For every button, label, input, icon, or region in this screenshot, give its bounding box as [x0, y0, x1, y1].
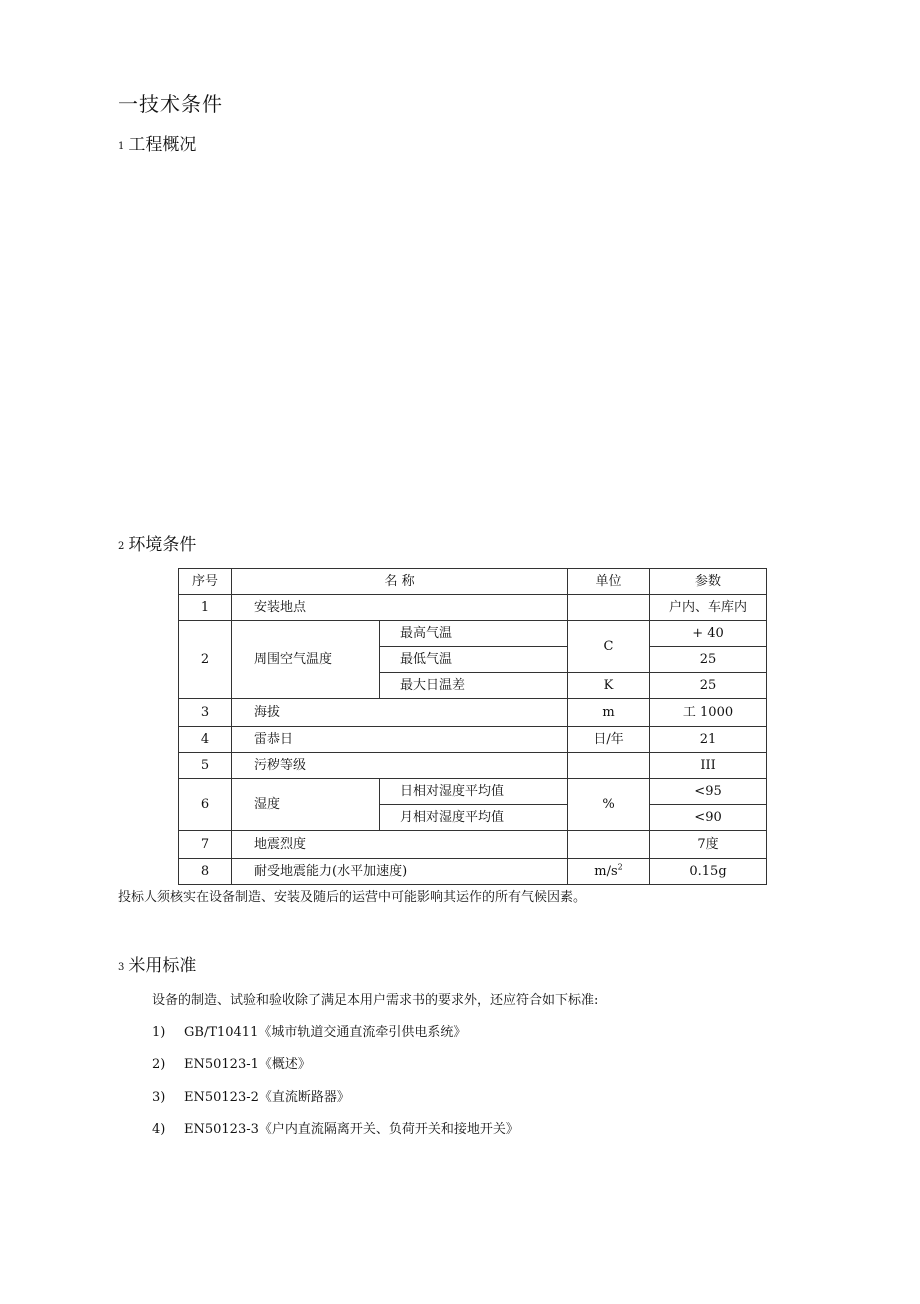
cell-param: 0.15g — [650, 859, 767, 885]
cell-name: 海拔 — [232, 699, 568, 727]
table-row — [179, 699, 767, 727]
header-seq: 序号 — [179, 569, 232, 595]
section-title: 工程概况 — [128, 135, 197, 155]
section-title: 米用标准 — [128, 956, 197, 976]
header-param: 参数 — [650, 569, 767, 595]
section-title: 环境条件 — [128, 535, 197, 555]
list-item — [152, 1118, 519, 1137]
unit-text: m/s — [594, 864, 618, 879]
page-title: 一技术条件 — [118, 92, 223, 116]
cell-param: 21 — [650, 727, 767, 753]
cell-param: III — [650, 753, 767, 779]
cell-seq: 8 — [179, 859, 232, 885]
cell-seq: 4 — [179, 727, 232, 753]
cell-subname: 最低气温 — [380, 647, 568, 673]
cell-seq: 3 — [179, 699, 232, 727]
cell-unit — [568, 831, 650, 859]
standards-intro: 设备的制造、试验和验收除了满足本用户需求书的要求外，还应符合如下标准: — [152, 993, 599, 1008]
list-item — [152, 1053, 311, 1072]
cell-unit: % — [568, 779, 650, 831]
cell-name: 周围空气温度 — [232, 621, 380, 699]
cell-unit — [568, 595, 650, 621]
section-heading-3 — [118, 951, 196, 976]
cell-param: <90 — [650, 805, 767, 831]
cell-name: 雷恭日 — [232, 727, 568, 753]
table-row — [179, 779, 767, 805]
cell-seq: 2 — [179, 621, 232, 699]
list-text: GB/T10411《城市轨道交通直流牵引供电系统》 — [184, 1025, 467, 1040]
cell-subname: 最大日温差 — [380, 673, 568, 699]
list-index: 2) — [152, 1057, 166, 1072]
cell-unit: 日/年 — [568, 727, 650, 753]
table-note: 投标人须核实在设备制造、安装及随后的运营中可能影响其运作的所有气候因素。 — [118, 890, 587, 905]
list-item — [152, 1021, 466, 1040]
cell-seq: 7 — [179, 831, 232, 859]
cell-unit: m — [568, 699, 650, 727]
cell-param: 工 1000 — [650, 699, 767, 727]
cell-seq: 5 — [179, 753, 232, 779]
list-text: EN50123-1《概述》 — [184, 1057, 311, 1072]
table-row — [179, 595, 767, 621]
cell-subname: 日相对湿度平均值 — [380, 779, 568, 805]
cell-param: 户内、车库内 — [650, 595, 767, 621]
list-text: EN50123-2《直流断路器》 — [184, 1090, 350, 1105]
cell-param: 7度 — [650, 831, 767, 859]
cell-name: 安装地点 — [232, 595, 568, 621]
list-index: 4) — [152, 1122, 166, 1137]
section-number: 3 — [118, 962, 125, 973]
section-number: 2 — [118, 541, 125, 552]
table-row — [179, 859, 767, 885]
environment-conditions-table — [178, 568, 767, 885]
cell-subname: 月相对湿度平均值 — [380, 805, 568, 831]
cell-param: + 40 — [650, 621, 767, 647]
cell-name: 地震烈度 — [232, 831, 568, 859]
list-index: 3) — [152, 1090, 166, 1105]
cell-param: 25 — [650, 673, 767, 699]
section-heading-2 — [118, 530, 196, 555]
cell-unit — [568, 859, 650, 885]
cell-unit — [568, 753, 650, 779]
cell-name: 湿度 — [232, 779, 380, 831]
cell-name: 耐受地震能力(水平加速度) — [232, 859, 568, 885]
list-text: EN50123-3《户内直流隔离开关、负荷开关和接地开关》 — [184, 1122, 519, 1137]
cell-param: <95 — [650, 779, 767, 805]
table-row — [179, 727, 767, 753]
header-unit: 单位 — [568, 569, 650, 595]
cell-unit: C — [568, 621, 650, 673]
cell-seq: 1 — [179, 595, 232, 621]
section-heading-1 — [118, 130, 196, 155]
table-row — [179, 753, 767, 779]
table-row — [179, 621, 767, 647]
cell-subname: 最高气温 — [380, 621, 568, 647]
cell-name: 污秽等级 — [232, 753, 568, 779]
header-name: 名 称 — [232, 569, 568, 595]
table-header-row — [179, 569, 767, 595]
cell-seq: 6 — [179, 779, 232, 831]
section-number: 1 — [118, 141, 125, 152]
table-row — [179, 831, 767, 859]
list-index: 1) — [152, 1025, 166, 1040]
unit-superscript: 2 — [617, 862, 623, 872]
list-item — [152, 1086, 350, 1105]
cell-param: 25 — [650, 647, 767, 673]
cell-unit: K — [568, 673, 650, 699]
